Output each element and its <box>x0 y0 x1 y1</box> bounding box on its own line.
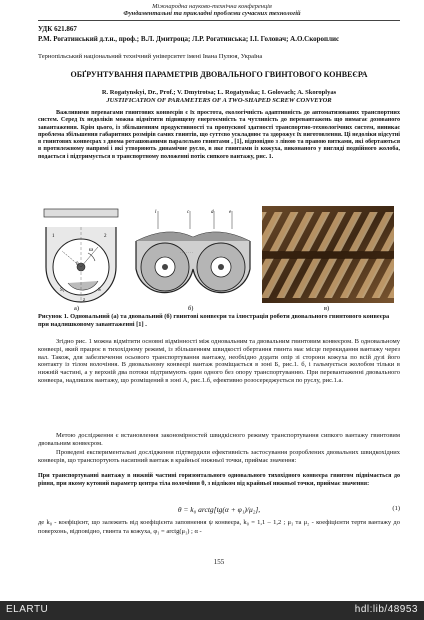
udk-code: УДК 621.867 <box>38 25 77 33</box>
label-l: l <box>155 210 157 215</box>
running-header <box>0 3 424 18</box>
affiliation: Тернопільський національний технічний університет імені Івана Пулюя, Україна <box>38 53 263 60</box>
center-label: 0 <box>76 262 79 267</box>
fig-label-c: в) <box>324 305 330 312</box>
abstract: Важливими перевагами гвинтових конвеєрів є їх простота, екологічність адаптивність до автоматизованих транспортних систем. Серед їх недоліків можна відмітити підвищену енергоємність та чутливість до перевантажень що вимагає дозованого завантаження. Крім цього, із збільшенням продуктивності та пропускної здатності транспортно-технологічних систем, виникає проблема збільшення габаритних розмірів самих гвинтів, що суттєво ускладнює та здорожує їх виготовлення. Ці недоліки відсутні в гвинтових конвеєрах з двома роташованими паралельно гвинтами , [1], відповідно з лівою та правою витками, які обертаються в протилежному напрямі і які утворюють динамічне русло, в яке гвинтами із кожуха, виконаного у вигляді подвійного жолоба, подається і підтримується в транспортному положенні потік сипкого вантажу, рис. 1. <box>38 110 400 160</box>
conference-name: Міжнародна науково-технічна конференція <box>152 3 272 10</box>
figure-1a <box>38 207 124 309</box>
cargo-dots: . . . . . . . <box>180 249 193 254</box>
twin-shaft-conveyor-drawing <box>128 207 258 307</box>
label-d: d <box>211 210 214 215</box>
single-shaft-conveyor-drawing <box>38 207 124 307</box>
conference-subtitle: Фундаментальні та прикладні проблеми сучасних технологій <box>123 10 301 17</box>
title-ua: ОБҐРУНТУВАННЯ ПАРАМЕТРІВ ДВОВАЛЬНОГО ГВИНТОВОГО КОНВЕЄРА <box>70 70 368 79</box>
footer-right: hdl:lib/48953 <box>354 604 418 615</box>
figure-1c-photo <box>262 206 394 303</box>
label-c: c <box>187 210 190 215</box>
title-en: JUSTIFICATION OF PARAMETERS OF A TWO-SHAPED SCREW CONVEYOR <box>106 97 332 104</box>
figure-1b <box>128 207 258 309</box>
paragraph-3: Проведені експериментальні дослідження підтвердили ефективність застосування розроблених двовальних швидкохідних конвеєрів, що транспортують насипний вантаж в крайньої нижньої точки, приймає значення: <box>38 449 400 464</box>
authors-ua: Р.М. Рогатинський д.т.н., проф.; В.Л. Дмитроца; Л.Р. Рогатинська; І.І. Головач; А.О.Скороплис <box>38 35 340 43</box>
header-rule <box>38 20 400 21</box>
conveyor-photo <box>262 206 394 303</box>
label-s1: S₁ <box>60 288 65 293</box>
paragraph-5: де k₀ - коефіцієнт, що залежить від коефіцієнта заповнення ψ конвеєра, k₀ = 1,1 – 1,2 ; μ₁ та μ₂ - коефіцієнти тертя вантажу до поверхонь, відповідно, гвинта та кожуха, φ₁ = arctg(μ₁) ; α - <box>38 519 400 535</box>
label-1: 1 <box>52 234 55 239</box>
paragraph-4: При транспортуванні вантажу в нижній частині горизонтального одновального тихохідного конвеєра гвинтом піднімається до рівня, при якому кутовий параметр центра тіла волочіння θ, з відліком від крайньої нижньої точки, приймає значення: <box>38 473 400 487</box>
paragraph-1: Згідно рис. 1 можна відмітити основні відмінності між одновальним та двовальним гвинтовим конвеєром. В одновальному конвеєрі, який працює в тихохідному режимі, із збільшенням швидкості обертання гвинта має місце перекидання вантажу через вал. Також, для забезпечення осьового транспортування вантажу, необхідно додати опір зі сторони кожуха по всій дузі його контакту із тілом волочіння. В двовальному конвеєрі вантаж розміщається в зоні Б, рис.1. б, і гальмується жолобом тільки в нижній частині, а у верхній два потоки підтримують один одного без опору транспортуванню. При перевантаженні двовального конвеєра, надлишок вантажу, що розміщений в зоні А, рис.1.б, ефективно розосереджується по руслу, рис.1.а. <box>38 338 400 384</box>
paragraph-2: Метою дослідження є встановлення закономірностей швидкісного режиму транспортування сипкого вантажу гвинтовим двовальним конвеєром. <box>38 432 400 447</box>
fig-label-b: б) <box>188 305 194 312</box>
figure-caption: Рисунок 1. Одновальний (а) та двовальний (б) гвинтові конвеєри та ілюстрація роботи двовального гвинтового конвеєра при надлишковому завантаженні [1] . <box>38 313 390 328</box>
label-z: z <box>83 298 86 303</box>
footer-left: ELARTU <box>6 604 49 615</box>
label-2: 2 <box>104 234 107 239</box>
page-number: 155 <box>213 558 225 566</box>
label-s: S <box>98 288 101 293</box>
formula-number: (1) <box>392 505 400 512</box>
fig-label-a: а) <box>74 305 79 312</box>
omega-label: ω <box>89 247 93 253</box>
authors-en: R. Rogatynskyi, Dr., Prof.; V. Dmytrotsa; L. Rogatynska; I. Golovach; A. Skoroplyas <box>101 89 337 96</box>
label-e: e <box>229 210 232 215</box>
formula-1: θ = k₀ arctg[tg(α + φ₁)/μ₂], <box>177 505 261 514</box>
